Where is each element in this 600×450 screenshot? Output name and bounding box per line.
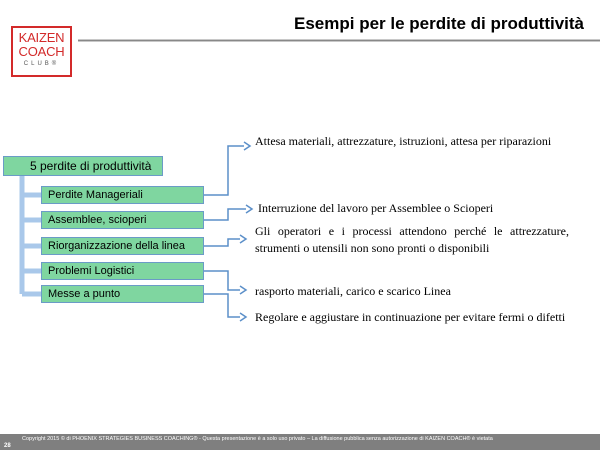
connector-arrow-4 [204, 271, 240, 290]
description-messe-a-punto: Regolare e aggiustare in continuazione per evitare fermi o difetti [255, 310, 566, 324]
arrowhead-1 [244, 142, 250, 150]
connector-arrow-5 [204, 294, 240, 317]
footer-copyright: Copyright 2015 © di PHOENIX STRATEGIES BUSINESS COACHING® - Questa presentazione è a solo uso privato – La diffusione pubblica senza autorizzazione di KAIZEN COACH® è vietata [22, 436, 493, 442]
category-box-perdite-manageriali: Perdite Manageriali [41, 186, 204, 204]
arrowhead-5 [240, 313, 246, 321]
category-box-problemi-logistici: Problemi Logistici [41, 262, 204, 280]
category-box-riorganizzazione-linea: Riorganizzazione della linea [41, 237, 204, 255]
description-riorganizzazione-linea: Gli operatori e i processi attendono perché le attrezzature, strumenti o utensili non sono pronti o disponibili [255, 224, 569, 255]
connector-arrow-1 [204, 146, 244, 195]
logo-line-1: KAIZEN [18, 30, 65, 45]
logo-line-2: COACH [18, 44, 65, 59]
description-perdite-manageriali: Attesa materiali, attrezzature, istruzioni, attesa per riparazioni [255, 134, 552, 148]
arrowhead-4 [240, 286, 246, 294]
category-box-assemblee-scioperi: Assemblee, scioperi [41, 211, 204, 229]
slide-title: Esempi per le perdite di produttività [294, 14, 584, 33]
page-number: 28 [4, 443, 11, 449]
main-category-box: 5 perdite di produttività [3, 156, 163, 176]
connector-arrow-3 [204, 239, 240, 246]
footer-bar [0, 434, 600, 450]
description-assemblee-scioperi: Interruzione del lavoro per Assemblee o Scioperi [258, 201, 494, 215]
connector-arrow-2 [204, 209, 246, 220]
arrowhead-3 [240, 235, 246, 243]
arrowhead-2 [246, 205, 252, 213]
description-problemi-logistici: rasporto materiali, carico e scarico Linea [255, 284, 451, 298]
logo-line-3: CLUB® [23, 61, 60, 67]
category-box-messe-a-punto: Messe a punto [41, 285, 204, 303]
